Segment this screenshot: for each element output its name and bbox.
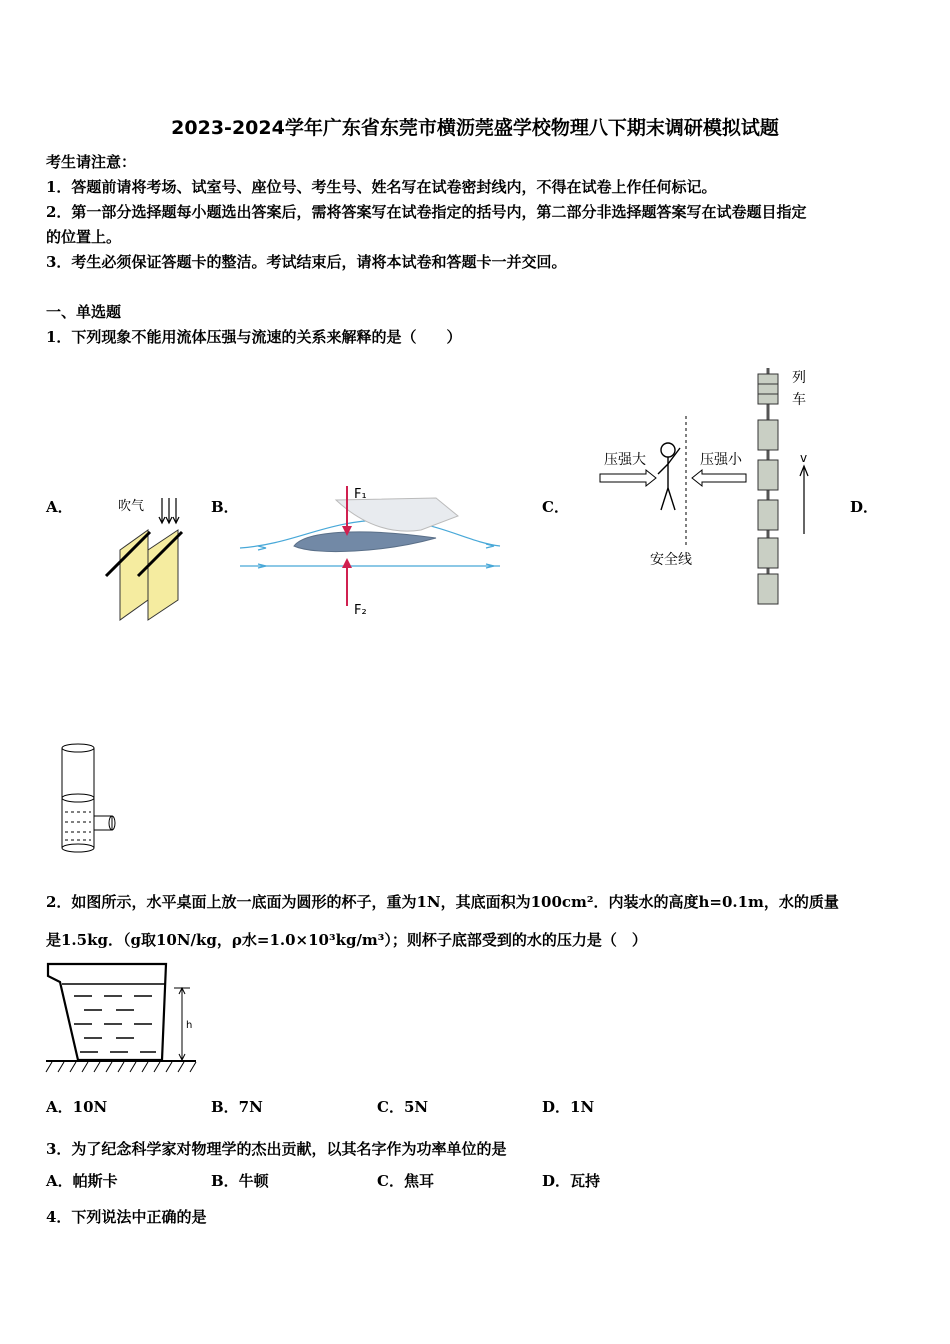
q1-option-a-label: A． bbox=[46, 498, 73, 516]
paper-sheet-left bbox=[120, 530, 148, 620]
label-safety-line: 安全线 bbox=[650, 552, 692, 568]
q1-figure-a bbox=[100, 490, 200, 630]
q2-option-b: B．7N bbox=[211, 1098, 263, 1116]
arrow-right-icon bbox=[600, 470, 656, 486]
fig-a-label: 吹气 bbox=[118, 499, 145, 514]
notice-heading: 考生请注意： bbox=[46, 153, 137, 171]
q3-option-c: C．焦耳 bbox=[377, 1172, 434, 1190]
q3-option-a: A．帕斯卡 bbox=[46, 1172, 118, 1190]
q2-option-d: D．1N bbox=[542, 1098, 595, 1116]
airfoil-shape bbox=[294, 532, 436, 552]
blow-arrows-icon bbox=[159, 498, 179, 523]
label-high-pressure: 压强大 bbox=[604, 452, 646, 468]
arrow-left-icon bbox=[692, 470, 746, 486]
q2-option-c: C．5N bbox=[377, 1098, 429, 1116]
section-heading: 一、单选题 bbox=[46, 303, 122, 321]
label-train-1: 列 bbox=[792, 370, 806, 386]
q3-option-d: D．瓦持 bbox=[542, 1172, 601, 1190]
notice-item-3: 3．考生必须保证答题卡的整洁。考试结束后，请将本试卷和答题卡一并交回。 bbox=[46, 253, 567, 271]
label-train-2: 车 bbox=[792, 392, 806, 408]
water-lines bbox=[74, 996, 156, 1052]
q1-option-b-label: B． bbox=[211, 498, 239, 516]
q1-option-c-label: C． bbox=[542, 498, 569, 516]
q1-option-d-label: D． bbox=[850, 498, 879, 516]
q2-stem-line2: 是1.5kg．（g取10N/kg，ρ水=1.0×10³kg/m³）；则杯子底部受到的水的压力是（ ） bbox=[46, 931, 647, 949]
q4-stem: 4．下列说法中正确的是 bbox=[46, 1208, 207, 1226]
label-f2: F₂ bbox=[354, 603, 367, 618]
paper-sheet-right bbox=[148, 530, 178, 620]
label-h: h bbox=[186, 1020, 193, 1031]
train-icon bbox=[758, 368, 778, 604]
label-f1: F₁ bbox=[354, 487, 367, 502]
q2-option-a: A．10N bbox=[46, 1098, 108, 1116]
q1-figure-c bbox=[594, 368, 824, 608]
q1-stem: 1．下列现象不能用流体压强与流速的关系来解释的是（ ） bbox=[46, 328, 462, 346]
notice-item-2: 2．第一部分选择题每小题选出答案后，需将答案写在试卷指定的括号内，第二部分非选择题答案写在试卷题目指定 bbox=[46, 203, 807, 221]
page-title: 2023-2024学年广东省东莞市横沥莞盛学校物理八下期末调研模拟试题 bbox=[171, 117, 779, 139]
q1-figure-d bbox=[54, 740, 124, 860]
q1-figure-b bbox=[236, 480, 506, 620]
q3-stem: 3．为了纪念科学家对物理学的杰出贡献，以其名字作为功率单位的是 bbox=[46, 1140, 507, 1158]
q2-stem-line1: 2．如图所示，水平桌面上放一底面为圆形的杯子，重为1N，其底面积为100cm²．内装水的高度h=0.1m，水的质量 bbox=[46, 893, 839, 911]
notice-item-1: 1．答题前请将考场、试室号、座位号、考生号、姓名写在试卷密封线内，不得在试卷上作任何标记。 bbox=[46, 178, 717, 196]
q3-option-b: B．牛顿 bbox=[211, 1172, 269, 1190]
notice-item-2-cont: 的位置上。 bbox=[46, 228, 122, 246]
cup-outline bbox=[48, 964, 166, 1060]
q2-figure-cup bbox=[44, 960, 204, 1080]
person-icon bbox=[658, 443, 680, 510]
label-low-pressure: 压强小 bbox=[700, 452, 742, 468]
label-velocity: v bbox=[800, 451, 808, 465]
